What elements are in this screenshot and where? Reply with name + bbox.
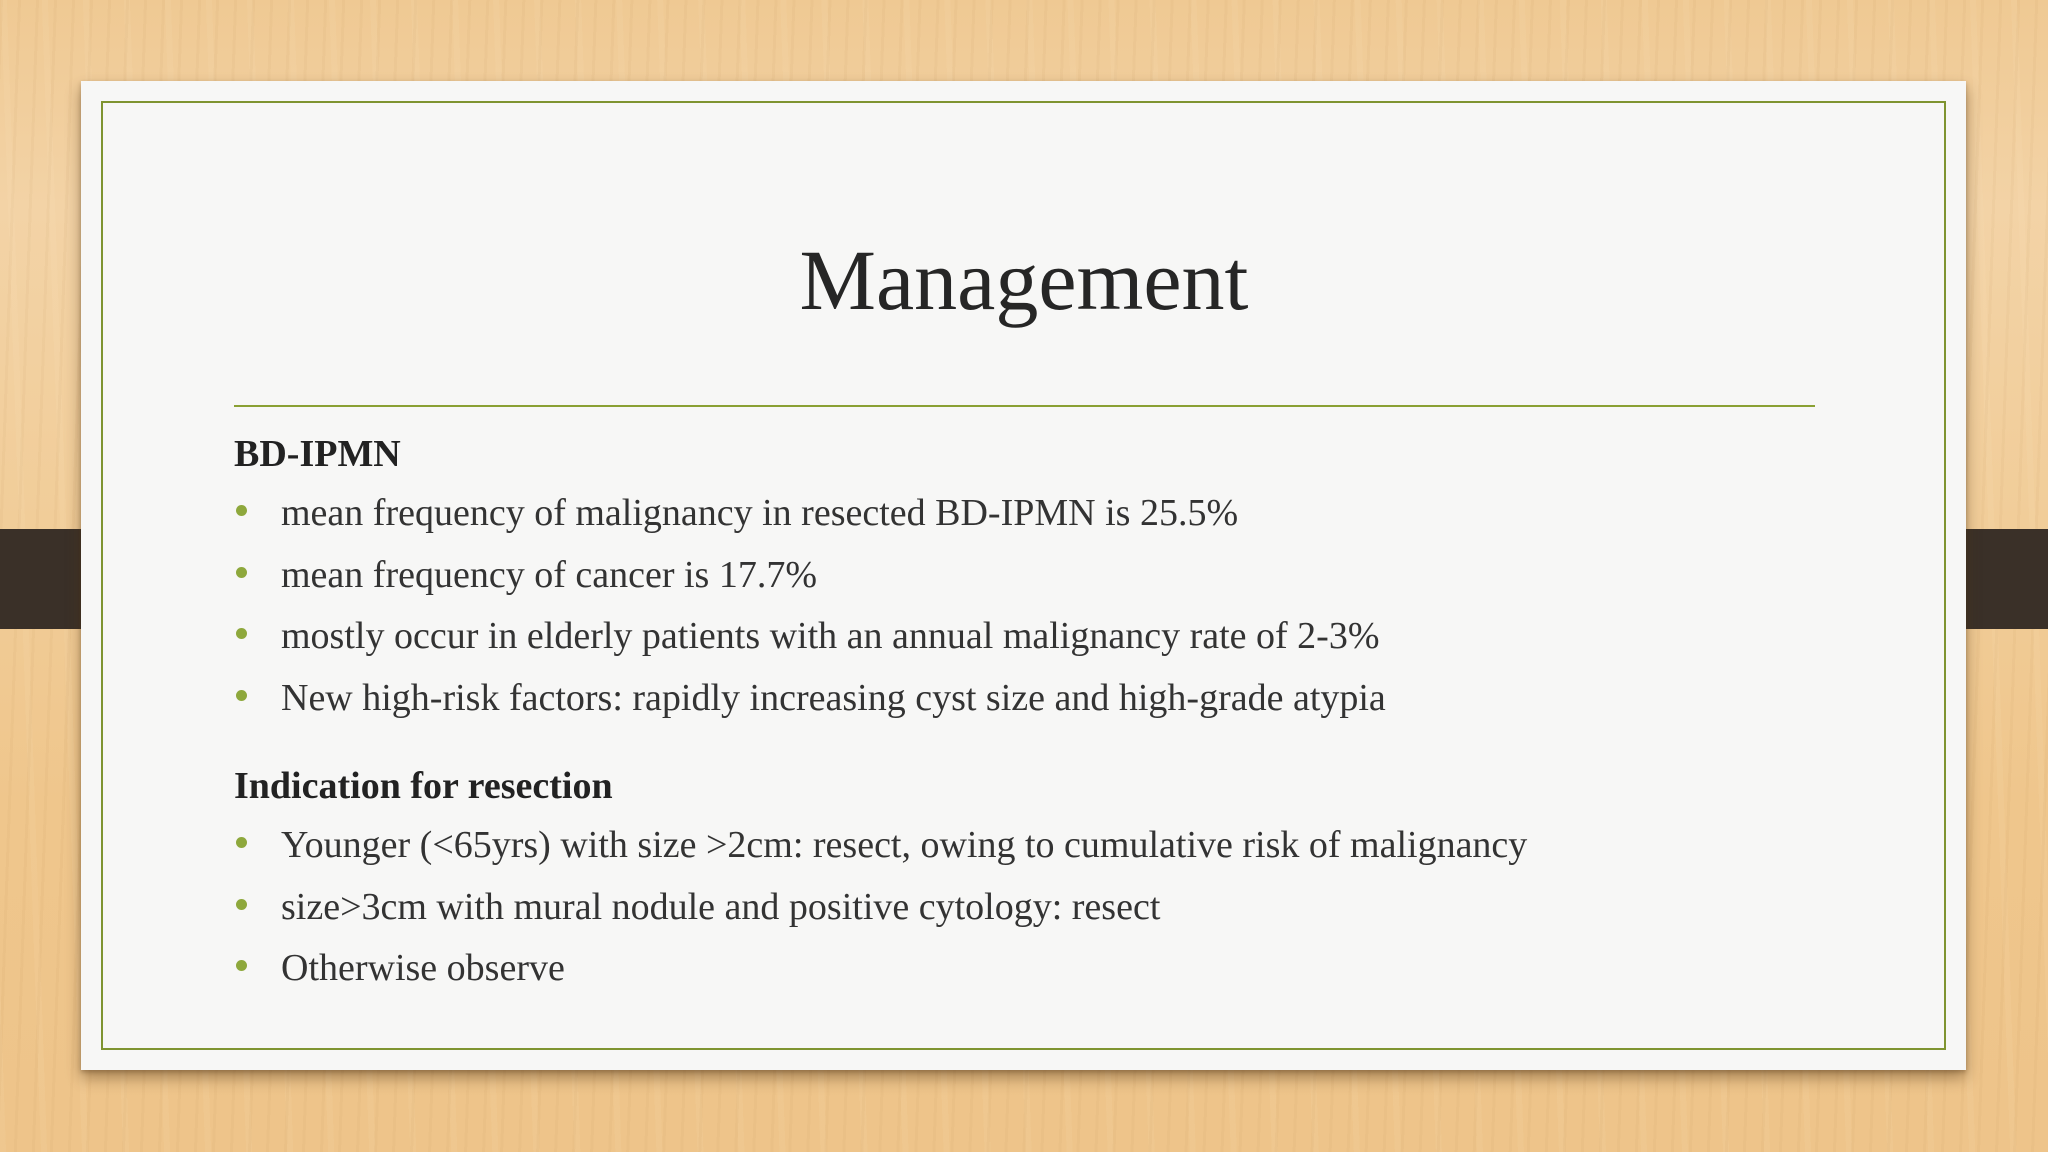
list-item-text: New high-risk factors: rapidly increasing cyst size and high-grade atypia [281,676,1386,719]
bullet-icon [236,837,247,848]
bullet-icon [236,690,247,701]
list-item-text: Otherwise observe [281,947,565,989]
bullet-icon [236,628,247,639]
list-item-text: Younger (<65yrs) with size >2cm: resect, owing to cumulative risk of malignancy [281,824,1528,866]
list-item [234,545,1834,607]
slide-content [234,430,1834,1000]
section-heading-bd-ipmn: BD-IPMN [234,433,401,475]
list-item-text: mostly occur in elderly patients with an annual malignancy rate of 2-3% [281,615,1380,657]
bullet-icon [236,505,247,516]
indication-list [234,815,1834,1000]
list-item [234,815,1834,877]
list-item-text: mean frequency of malignancy in resected BD-IPMN is 25.5% [281,492,1239,534]
bd-ipmn-list [234,483,1834,729]
list-item [234,483,1834,545]
bullet-icon [236,899,247,910]
list-item-text: mean frequency of cancer is 17.7% [281,553,817,596]
title-divider [234,405,1815,407]
bullet-icon [236,567,247,578]
list-item [234,668,1834,730]
list-item [234,606,1834,668]
list-item [234,877,1834,939]
slide-title: Management [799,232,1249,328]
bullet-icon [236,960,247,971]
list-item-text: size>3cm with mural nodule and positive cytology: resect [281,885,1161,928]
section-heading-indication: Indication for resection [234,765,613,807]
list-item [234,938,1834,1000]
